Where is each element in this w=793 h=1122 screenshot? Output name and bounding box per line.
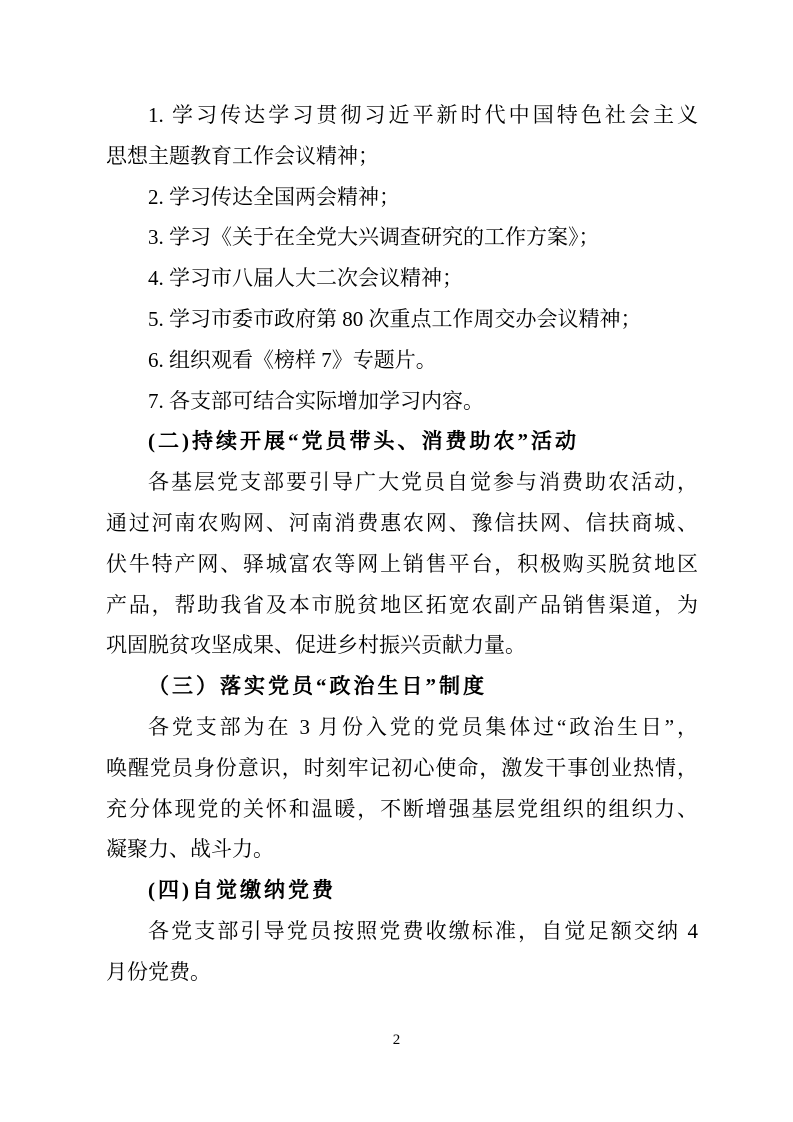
section-heading (106, 421, 698, 462)
text-line: 伏牛特产网、驿城富农等网上销售平台，积极购买脱贫地区 (106, 551, 698, 576)
text-line: 各党支部为在 3 月份入党的党员集体过“政治生日”， (148, 714, 698, 739)
text-line: 3. 学习《关于在全党大兴调查研究的工作方案》； (148, 225, 600, 250)
text-line: 巩固脱贫攻坚成果、促进乡村振兴贡献力量。 (106, 633, 526, 658)
text-line: 通过河南农购网、河南消费惠农网、豫信扶网、信扶商城、 (106, 510, 698, 535)
section-heading (106, 666, 698, 707)
text-line: 各党支部引导党员按照党费收缴标准，自觉足额交纳 4 (148, 918, 698, 943)
text-line: 各基层党支部要引导广大党员自觉参与消费助农活动， (148, 470, 698, 495)
paragraph (106, 462, 698, 666)
paragraph (106, 911, 698, 993)
list-item (106, 95, 698, 177)
list-item (106, 340, 698, 381)
page-number: 2 (392, 1032, 401, 1048)
text-line: 唤醒党员身份意识，时刻牢记初心使命，激发干事创业热情， (106, 755, 698, 780)
text-line: 充分体现党的关怀和温暖，不断增强基层党组织的组织力、 (106, 796, 698, 821)
text-line: 产品，帮助我省及本市脱贫地区拓宽农副产品销售渠道，为 (106, 592, 698, 617)
heading-line: （三）落实党员“政治生日”制度 (148, 674, 487, 699)
text-line: 2. 学习传达全国两会精神； (148, 184, 400, 209)
text-line: 思想主题教育工作会议精神； (106, 143, 379, 168)
list-item (106, 217, 698, 258)
section-heading (106, 870, 698, 911)
text-line: 凝聚力、战斗力。 (106, 837, 274, 862)
list-item (106, 299, 698, 340)
text-line: 月份党费。 (106, 959, 211, 984)
text-line: 5. 学习市委市政府第 80 次重点工作周交办会议精神； (148, 306, 642, 331)
text-line: 7. 各支部可结合实际增加学习内容。 (148, 388, 484, 413)
list-item (106, 381, 698, 422)
heading-line: (四)自觉缴纳党费 (148, 878, 336, 903)
text-line: 6. 组织观看《榜样 7》专题片。 (148, 347, 437, 372)
heading-line: (二)持续开展“党员带头、消费助农”活动 (148, 429, 579, 454)
text-line: 4. 学习市八届人大二次会议精神； (148, 266, 463, 291)
text-line: 1. 学习传达学习贯彻习近平新时代中国特色社会主义 (148, 103, 698, 127)
document-body (106, 95, 698, 993)
paragraph (106, 707, 698, 870)
list-item (106, 177, 698, 218)
list-item (106, 258, 698, 299)
